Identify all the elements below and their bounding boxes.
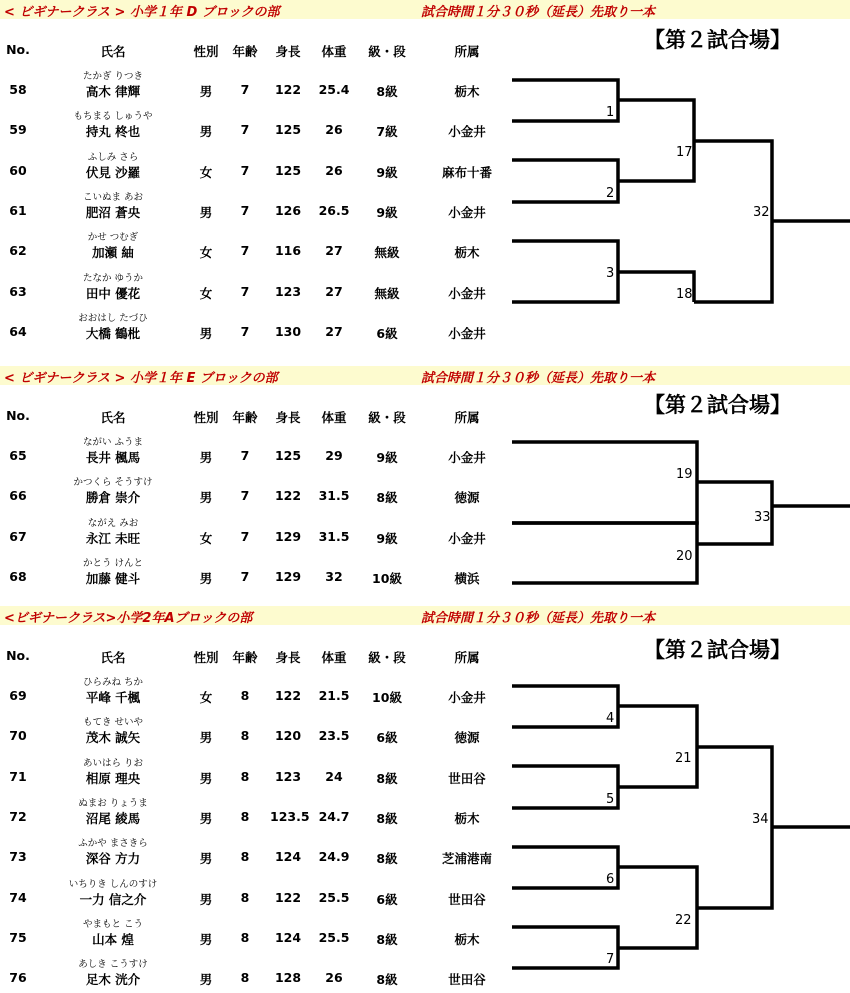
player-rank: 10級 bbox=[372, 570, 402, 586]
player-no: 74 bbox=[9, 889, 27, 905]
player-weight: 24.9 bbox=[318, 849, 350, 865]
bracket-line bbox=[512, 241, 618, 302]
player-height: 123 bbox=[274, 283, 302, 299]
name-reading: ながい ふうま bbox=[82, 437, 144, 448]
player-sex: 女 bbox=[199, 530, 213, 546]
player-age: 8 bbox=[240, 929, 250, 945]
player-name: 田中 優花 bbox=[85, 285, 141, 301]
player-weight: 29 bbox=[325, 448, 343, 463]
player-height: 125 bbox=[274, 448, 302, 463]
name-reading: たかぎ りつき bbox=[82, 71, 144, 82]
player-rank: 7級 bbox=[376, 124, 398, 140]
column-header-affiliation: 所属 bbox=[454, 410, 480, 425]
player-weight: 21.5 bbox=[318, 688, 350, 703]
match-number: 34 bbox=[752, 812, 769, 827]
player-no: 68 bbox=[9, 568, 27, 584]
player-rank: 9級 bbox=[376, 530, 398, 546]
player-age: 7 bbox=[240, 122, 250, 138]
player-sex: 男 bbox=[199, 972, 213, 988]
name-reading: あいはら りお bbox=[82, 757, 144, 769]
player-height: 130 bbox=[274, 323, 302, 339]
column-header-weight: 体重 bbox=[321, 650, 347, 665]
player-sex: 男 bbox=[199, 450, 213, 465]
player-rank: 6級 bbox=[376, 325, 398, 341]
name-reading: あしき こうすけ bbox=[78, 959, 148, 971]
bracket-section bbox=[0, 366, 850, 606]
match-rule: 試合時間１分３０秒（延長）先取り一本 bbox=[421, 371, 656, 386]
player-rank: 9級 bbox=[376, 204, 398, 220]
player-rank: 9級 bbox=[376, 450, 398, 465]
player-no: 60 bbox=[9, 162, 27, 178]
player-height: 122 bbox=[274, 82, 302, 97]
player-sex: 男 bbox=[199, 730, 213, 746]
column-header-height: 身長 bbox=[275, 44, 301, 59]
column-header-sex: 性別 bbox=[193, 44, 219, 59]
player-weight: 27 bbox=[325, 283, 343, 299]
player-affiliation: 小金井 bbox=[448, 285, 486, 301]
name-reading: かつくら そうすけ bbox=[73, 477, 153, 489]
player-sex: 女 bbox=[199, 164, 213, 180]
name-reading: いちりき しんのすけ bbox=[68, 878, 158, 890]
section-title: <ビギナークラス>小学2年Aブロックの部 bbox=[4, 611, 253, 626]
player-weight: 24.7 bbox=[318, 808, 350, 824]
player-no: 59 bbox=[9, 122, 27, 138]
column-header-age: 年齢 bbox=[232, 44, 258, 59]
player-name: 加瀬 紬 bbox=[92, 245, 134, 261]
player-name: 相原 理央 bbox=[85, 770, 141, 786]
player-weight: 24 bbox=[325, 768, 343, 784]
player-name: 沼尾 綾馬 bbox=[85, 810, 141, 826]
player-rank: 6級 bbox=[376, 730, 398, 746]
player-weight: 25.5 bbox=[318, 889, 350, 905]
player-sex: 女 bbox=[199, 245, 213, 261]
match-number: 5 bbox=[606, 792, 615, 807]
player-affiliation: 横浜 bbox=[454, 570, 480, 586]
column-header-no: No. bbox=[6, 648, 30, 663]
column-header-name: 氏名 bbox=[100, 44, 126, 59]
player-age: 8 bbox=[240, 808, 250, 824]
player-sex: 男 bbox=[199, 931, 213, 947]
bracket-line bbox=[512, 686, 618, 727]
column-header-weight: 体重 bbox=[321, 44, 347, 59]
player-affiliation: 麻布十番 bbox=[441, 164, 492, 180]
bracket-section bbox=[0, 0, 850, 366]
player-name: 大橋 鶴枇 bbox=[85, 325, 141, 341]
venue-label: 【第２試合場】 bbox=[644, 393, 791, 417]
player-affiliation: 栃木 bbox=[454, 84, 480, 99]
column-header-rank: 級・段 bbox=[368, 44, 406, 59]
player-weight: 23.5 bbox=[318, 728, 350, 744]
name-reading: たなか ゆうか bbox=[82, 272, 144, 284]
player-rank: 8級 bbox=[376, 84, 398, 99]
bracket-line bbox=[512, 523, 697, 583]
player-affiliation: 栃木 bbox=[454, 931, 480, 947]
player-no: 75 bbox=[9, 929, 27, 945]
player-weight: 31.5 bbox=[318, 488, 350, 504]
match-number: 3 bbox=[606, 266, 615, 281]
player-name: 茂木 誠矢 bbox=[85, 730, 141, 746]
match-number: 6 bbox=[606, 872, 615, 887]
player-age: 7 bbox=[240, 243, 250, 259]
player-age: 7 bbox=[240, 528, 250, 544]
player-height: 129 bbox=[274, 528, 302, 544]
player-weight: 26 bbox=[325, 162, 343, 178]
player-affiliation: 栃木 bbox=[454, 245, 480, 261]
name-reading: やまもと こう bbox=[82, 918, 144, 930]
player-weight: 26 bbox=[325, 122, 343, 138]
player-age: 8 bbox=[240, 768, 250, 784]
player-rank: 6級 bbox=[376, 891, 398, 907]
player-affiliation: 世田谷 bbox=[448, 770, 486, 786]
match-number: 7 bbox=[606, 952, 615, 967]
column-header-no: No. bbox=[6, 408, 30, 423]
name-reading: かせ つむぎ bbox=[87, 232, 139, 244]
player-rank: 無級 bbox=[374, 245, 400, 261]
player-rank: 9級 bbox=[376, 164, 398, 180]
bracket-line bbox=[694, 141, 772, 302]
player-sex: 男 bbox=[199, 124, 213, 140]
player-sex: 男 bbox=[199, 851, 213, 867]
match-number: 4 bbox=[606, 711, 615, 726]
name-reading: ふかや まさきら bbox=[78, 838, 148, 850]
column-header-age: 年齢 bbox=[232, 410, 258, 425]
match-number: 33 bbox=[754, 510, 771, 525]
match-number: 17 bbox=[676, 145, 693, 160]
section-title: < ビギナークラス > 小学１年 E ブロックの部 bbox=[4, 371, 278, 386]
player-weight: 26 bbox=[325, 970, 343, 986]
player-name: 永江 未旺 bbox=[85, 530, 141, 546]
player-sex: 男 bbox=[199, 810, 213, 826]
column-header-affiliation: 所属 bbox=[454, 44, 480, 59]
player-height: 122 bbox=[274, 488, 302, 504]
player-affiliation: 世田谷 bbox=[448, 891, 486, 907]
name-reading: かとう けんと bbox=[82, 557, 144, 569]
venue-label: 【第２試合場】 bbox=[644, 638, 791, 662]
player-age: 8 bbox=[240, 728, 250, 744]
player-no: 73 bbox=[9, 849, 27, 865]
match-number: 20 bbox=[676, 549, 693, 564]
player-height: 124 bbox=[274, 849, 302, 865]
player-no: 66 bbox=[9, 488, 27, 504]
player-weight: 27 bbox=[325, 243, 343, 259]
venue-label: 【第２試合場】 bbox=[644, 28, 791, 52]
player-sex: 女 bbox=[199, 690, 213, 705]
player-affiliation: 小金井 bbox=[448, 690, 486, 705]
player-weight: 27 bbox=[325, 323, 343, 339]
name-reading: おおはし たづひ bbox=[78, 312, 148, 324]
player-affiliation: 芝浦港南 bbox=[441, 851, 492, 867]
player-height: 122 bbox=[274, 889, 302, 905]
player-age: 7 bbox=[240, 82, 250, 97]
player-no: 70 bbox=[9, 728, 27, 744]
match-number: 2 bbox=[606, 186, 615, 201]
bracket-line bbox=[618, 100, 694, 181]
player-weight: 26.5 bbox=[318, 202, 350, 218]
bracket-line bbox=[697, 747, 772, 908]
player-sex: 女 bbox=[199, 285, 213, 301]
column-header-age: 年齢 bbox=[232, 650, 258, 665]
player-name: 長井 楓馬 bbox=[85, 450, 141, 465]
player-height: 129 bbox=[274, 568, 302, 584]
player-name: 持丸 柊也 bbox=[85, 124, 141, 140]
player-no: 67 bbox=[9, 528, 27, 544]
player-affiliation: 小金井 bbox=[448, 124, 486, 140]
player-weight: 25.4 bbox=[318, 82, 350, 97]
player-sex: 男 bbox=[199, 770, 213, 786]
player-height: 125 bbox=[274, 162, 302, 178]
player-no: 62 bbox=[9, 243, 27, 259]
column-header-name: 氏名 bbox=[100, 410, 126, 425]
match-number: 22 bbox=[675, 913, 692, 928]
player-weight: 25.5 bbox=[318, 929, 350, 945]
player-rank: 8級 bbox=[376, 972, 398, 988]
player-no: 72 bbox=[9, 808, 27, 824]
column-header-height: 身長 bbox=[275, 650, 301, 665]
player-rank: 無級 bbox=[374, 285, 400, 301]
player-age: 7 bbox=[240, 323, 250, 339]
player-name: 加藤 健斗 bbox=[85, 570, 141, 586]
player-name: 一力 信之介 bbox=[79, 891, 147, 907]
column-header-sex: 性別 bbox=[193, 410, 219, 425]
player-name: 伏見 沙羅 bbox=[85, 164, 141, 180]
match-number: 21 bbox=[675, 751, 692, 766]
bracket-line bbox=[512, 442, 697, 523]
player-age: 7 bbox=[240, 283, 250, 299]
player-name: 山本 煌 bbox=[92, 931, 134, 947]
player-age: 7 bbox=[240, 202, 250, 218]
name-reading: もちまる しゅうや bbox=[73, 111, 153, 123]
player-sex: 男 bbox=[199, 490, 213, 506]
player-sex: 男 bbox=[199, 84, 213, 99]
match-rule: 試合時間１分３０秒（延長）先取り一本 bbox=[421, 611, 656, 626]
player-age: 8 bbox=[240, 970, 250, 986]
player-age: 8 bbox=[240, 889, 250, 905]
player-rank: 8級 bbox=[376, 810, 398, 826]
player-sex: 男 bbox=[199, 325, 213, 341]
player-no: 58 bbox=[9, 82, 27, 97]
player-no: 71 bbox=[9, 768, 27, 784]
player-weight: 32 bbox=[325, 568, 343, 584]
name-reading: ながえ みお bbox=[87, 517, 139, 529]
player-height: 122 bbox=[274, 688, 302, 703]
player-height: 123.5 bbox=[270, 808, 310, 824]
player-age: 7 bbox=[240, 488, 250, 504]
column-header-sex: 性別 bbox=[193, 650, 219, 665]
player-rank: 8級 bbox=[376, 770, 398, 786]
player-height: 128 bbox=[274, 970, 302, 986]
column-header-name: 氏名 bbox=[100, 650, 126, 665]
player-name: 肥沼 蒼央 bbox=[85, 204, 141, 220]
column-header-affiliation: 所属 bbox=[454, 650, 480, 665]
bracket-line bbox=[618, 867, 697, 948]
player-affiliation: 小金井 bbox=[448, 530, 486, 546]
player-affiliation: 小金井 bbox=[448, 204, 486, 220]
player-age: 7 bbox=[240, 162, 250, 178]
player-sex: 男 bbox=[199, 570, 213, 586]
player-rank: 8級 bbox=[376, 851, 398, 867]
player-rank: 8級 bbox=[376, 931, 398, 947]
player-name: 足木 洸介 bbox=[85, 972, 141, 988]
match-number: 32 bbox=[753, 205, 770, 220]
bracket-line bbox=[512, 80, 618, 121]
player-sex: 男 bbox=[199, 204, 213, 220]
player-sex: 男 bbox=[199, 891, 213, 907]
player-affiliation: 小金井 bbox=[448, 450, 486, 465]
player-age: 7 bbox=[240, 448, 250, 463]
column-header-no: No. bbox=[6, 42, 30, 57]
player-height: 116 bbox=[274, 243, 302, 259]
tournament-bracket bbox=[0, 606, 850, 986]
player-name: 平峰 千楓 bbox=[85, 690, 141, 705]
bracket-line bbox=[618, 706, 697, 787]
name-reading: もてき せいや bbox=[82, 717, 144, 729]
bracket-line bbox=[512, 766, 618, 808]
player-no: 76 bbox=[9, 970, 27, 986]
player-age: 8 bbox=[240, 849, 250, 865]
match-number: 19 bbox=[676, 467, 693, 482]
bracket-line bbox=[512, 160, 618, 202]
player-height: 126 bbox=[274, 202, 302, 218]
player-no: 61 bbox=[9, 202, 27, 218]
section-title: < ビギナークラス > 小学１年 D ブロックの部 bbox=[4, 5, 280, 20]
name-reading: ふしみ さら bbox=[87, 151, 139, 163]
player-height: 120 bbox=[274, 728, 302, 744]
column-header-rank: 級・段 bbox=[368, 650, 406, 665]
player-no: 65 bbox=[9, 448, 27, 463]
player-affiliation: 世田谷 bbox=[448, 972, 486, 988]
player-rank: 8級 bbox=[376, 490, 398, 506]
player-age: 8 bbox=[240, 688, 250, 703]
player-age: 7 bbox=[240, 568, 250, 584]
bracket-line bbox=[512, 847, 618, 888]
player-no: 64 bbox=[9, 323, 27, 339]
player-name: 深谷 方力 bbox=[85, 851, 141, 867]
player-height: 124 bbox=[274, 929, 302, 945]
player-no: 63 bbox=[9, 283, 27, 299]
match-rule: 試合時間１分３０秒（延長）先取り一本 bbox=[421, 5, 656, 20]
column-header-rank: 級・段 bbox=[368, 410, 406, 425]
player-no: 69 bbox=[9, 688, 27, 703]
bracket-line bbox=[512, 927, 618, 968]
name-reading: ぬまお りょうま bbox=[78, 797, 148, 809]
player-affiliation: 徳源 bbox=[454, 490, 480, 506]
player-affiliation: 栃木 bbox=[454, 810, 480, 826]
player-name: 勝倉 崇介 bbox=[85, 490, 141, 506]
match-number: 1 bbox=[606, 105, 615, 120]
player-name: 高木 律輝 bbox=[85, 84, 141, 99]
column-header-weight: 体重 bbox=[321, 410, 347, 425]
column-header-height: 身長 bbox=[275, 410, 301, 425]
player-height: 125 bbox=[274, 122, 302, 138]
name-reading: ひらみね ちか bbox=[82, 677, 144, 688]
name-reading: こいぬま あお bbox=[82, 191, 144, 203]
player-height: 123 bbox=[274, 768, 302, 784]
player-weight: 31.5 bbox=[318, 528, 350, 544]
player-rank: 10級 bbox=[372, 690, 402, 705]
match-number: 18 bbox=[676, 287, 693, 302]
tournament-bracket bbox=[0, 0, 850, 380]
player-affiliation: 小金井 bbox=[448, 325, 486, 341]
bracket-section bbox=[0, 606, 850, 993]
player-affiliation: 徳源 bbox=[454, 730, 480, 746]
